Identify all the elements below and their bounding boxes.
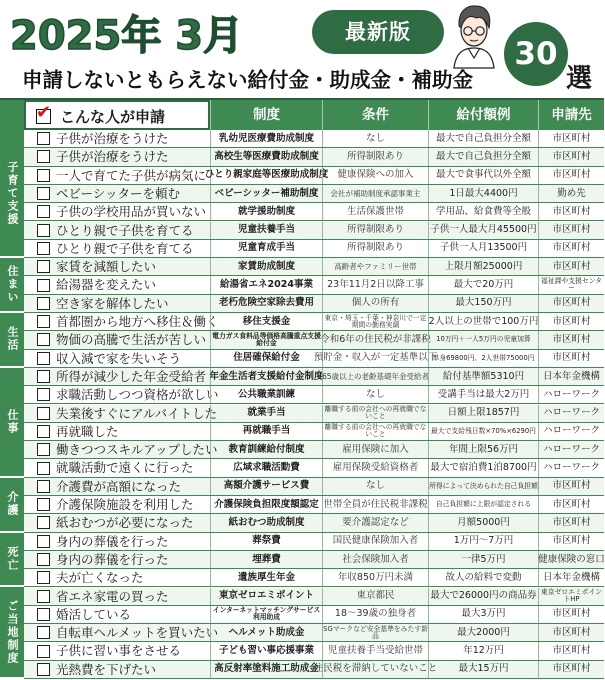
system-cell: 就学援助制度 (210, 203, 322, 220)
who-cell: 就職活動で遠くに行った (24, 459, 210, 476)
amount-cell: 最大で自己負担分全額 (428, 148, 538, 165)
category-column (0, 130, 24, 679)
amount-cell: 最大3万円 (428, 606, 538, 623)
condition-cell: 年収850万円未満 (322, 569, 428, 586)
condition-cell: 23年11月2日以降工事 (322, 276, 428, 293)
who-cell: 一人で育てた子供が病気に (24, 167, 210, 184)
table-row (24, 478, 604, 496)
amount-cell: 最大で20万円 (428, 276, 538, 293)
who-cell: 省エネ家電の買った (24, 588, 210, 605)
condition-cell: 雇用保険受給資格者 (322, 459, 428, 476)
system-cell: 子ども習い事応援事業 (210, 642, 322, 659)
table-row (24, 222, 604, 240)
system-cell: 就業手当 (210, 405, 322, 422)
apply-cell: 日本年金機構 (538, 569, 604, 586)
system-cell: 高校生等医療費助成制度 (210, 148, 322, 165)
who-cell: 首都圏から地方へ移住＆働く (24, 313, 210, 330)
who-cell: 身内の葬儀を行った (24, 533, 210, 550)
table-row (24, 258, 604, 276)
apply-cell: ハローワーク (538, 459, 604, 476)
system-cell: 埋葬費 (210, 551, 322, 568)
row-checkbox[interactable] (37, 443, 50, 456)
condition-cell: 生活保護世帯 (322, 203, 428, 220)
system-cell: 介護保険負担限度額認定 (210, 496, 322, 513)
latest-edition-badge: 最新版 (312, 10, 444, 54)
column-header-amount: 給付額例 (428, 100, 538, 130)
table-row (24, 276, 604, 294)
row-checkbox[interactable] (37, 242, 50, 255)
system-cell: インターネットマッチングサービス利用助成 (210, 606, 322, 623)
system-cell: 葬祭費 (210, 533, 322, 550)
who-cell: 働きつつスキルアップしたい (24, 441, 210, 458)
table-row (24, 130, 604, 148)
system-cell: 住居確保給付金 (210, 350, 322, 367)
row-checkbox[interactable] (37, 205, 50, 218)
system-cell: 移住支援金 (210, 313, 322, 330)
row-checkbox[interactable] (37, 333, 50, 346)
amount-cell: 10万円＋一人5万円の児童加算 (428, 331, 538, 348)
condition-cell: 18〜39歳の独身者 (322, 606, 428, 623)
system-cell: ひとり親家庭等医療助成制度 (210, 167, 322, 184)
system-cell: 乳幼児医療費助成制度 (210, 130, 322, 147)
table-row (24, 606, 604, 624)
system-cell: 再就職手当 (210, 423, 322, 440)
amount-cell: 最大で食事代以外全額 (428, 167, 538, 184)
apply-cell: 市区町村 (538, 313, 604, 330)
table-row (24, 514, 604, 532)
table-row (24, 331, 604, 349)
table-row (24, 423, 604, 441)
who-cell: 子供が治療をうけた (24, 130, 210, 147)
table-row (24, 148, 604, 166)
condition-cell: 健康保険への加入 (322, 167, 428, 184)
amount-cell: 最大2000円 (428, 624, 538, 641)
apply-cell: 日本年金機構 (538, 368, 604, 385)
column-header-apply: 申請先 (538, 100, 604, 130)
apply-cell: 市区町村 (538, 350, 604, 367)
apply-cell: ハローワーク (538, 441, 604, 458)
apply-cell: ハローワーク (538, 386, 604, 403)
condition-cell: 会社が補助制度承認事業主 (322, 185, 428, 202)
system-cell: 公共職業訓練 (210, 386, 322, 403)
apply-cell: 市区町村 (538, 606, 604, 623)
table-row (24, 551, 604, 569)
page-subtitle: 申請しないともらえない給付金・助成金・補助金 (22, 68, 473, 92)
apply-cell: 市区町村 (538, 331, 604, 348)
row-checkbox[interactable] (37, 462, 50, 475)
system-cell: 東京ゼロエミポイント (210, 588, 322, 605)
who-cell: ひとり親で子供を育てる (24, 222, 210, 239)
who-cell: 所得が減少した年金受給者 (24, 368, 210, 385)
system-cell: 年金生活者支援給付金制度 (210, 368, 322, 385)
table-row (24, 405, 604, 423)
amount-cell: 子供一人月13500円 (428, 240, 538, 257)
system-cell: 紙おむつ助成制度 (210, 514, 322, 531)
year-title: 2025年 3月 (10, 13, 244, 59)
column-header-system: 制度 (210, 100, 322, 130)
row-checkbox[interactable] (37, 279, 50, 292)
table-row (24, 368, 604, 386)
amount-cell: 受講手当は最大2万円 (428, 386, 538, 403)
system-cell: ヘルメット助成金 (210, 624, 322, 641)
illustrated-person-icon (446, 2, 502, 68)
subsidy-table (0, 98, 604, 680)
table-row (24, 350, 604, 368)
who-cell: 光熱費を下げたい (24, 661, 210, 678)
who-cell: 収入減で家を失いそう (24, 350, 210, 367)
who-cell: 子供に習い事をさせる (24, 642, 210, 659)
row-checkbox[interactable] (37, 626, 50, 639)
condition-cell: 個人の所有 (322, 295, 428, 312)
row-checkbox[interactable] (37, 370, 50, 383)
condition-cell: SGマークなど安全基準をみたす新品 (323, 624, 428, 640)
row-checkbox[interactable] (37, 150, 50, 163)
amount-cell: 1万円〜7万円 (428, 533, 538, 550)
checkbox-icon: ✔ (36, 102, 52, 123)
apply-cell: 市区町村 (538, 240, 604, 257)
who-cell: ベビーシッターを頼む (24, 185, 210, 202)
apply-cell: 市区町村 (538, 624, 604, 641)
system-cell: 広域求職活動費 (210, 459, 322, 476)
category-label: 生活 (0, 313, 24, 368)
who-cell: 給湯器を変えたい (24, 276, 210, 293)
system-cell: 高額介護サービス費 (210, 478, 322, 495)
apply-cell: 市区町村 (538, 478, 604, 495)
apply-cell: 市区町村 (538, 496, 604, 513)
system-cell: 給湯省エネ2024事業 (210, 276, 322, 293)
table-row (24, 533, 604, 551)
table-row (24, 459, 604, 477)
condition-cell: 令和6年の住民税が非課税 (322, 331, 428, 348)
amount-cell: 年間上限56万円 (428, 441, 538, 458)
row-checkbox[interactable] (37, 645, 50, 658)
row-checkbox[interactable] (37, 498, 50, 511)
table-row (24, 167, 604, 185)
who-cell: 子供の学校用品が買いない (24, 203, 210, 220)
row-checkbox[interactable] (37, 553, 50, 566)
amount-cell: 最大で26000円の商品券 (428, 588, 538, 605)
row-checkbox[interactable] (37, 535, 50, 548)
table-row (24, 295, 604, 313)
condition-cell: なし (322, 130, 428, 147)
who-cell: 身内の葬儀を行った (24, 551, 210, 568)
table-row (24, 588, 604, 606)
who-cell: 物価の高騰で生活が苦しい (24, 331, 210, 348)
page-header (0, 0, 604, 98)
condition-cell: 離職する前の会社への再就職でないこと (322, 423, 428, 440)
row-checkbox[interactable] (37, 132, 50, 145)
who-cell: 介護保険施設を利用した (24, 496, 210, 513)
amount-cell: 子供一人最大月45500円 (428, 222, 538, 239)
row-checkbox[interactable] (37, 663, 50, 676)
condition-cell: 東京都民 (322, 588, 428, 605)
condition-cell: 東京・埼玉・千葉・神奈川で一定期間の勤務実績 (322, 313, 428, 330)
amount-cell: 月額5000円 (428, 514, 538, 531)
who-cell: 婚活している (24, 606, 210, 623)
system-cell: 老朽危険空家除去費用 (210, 295, 322, 312)
apply-cell: 東京ゼロエミポイントHP (538, 588, 604, 605)
amount-cell: 最大で自己負担分全額 (428, 130, 538, 147)
row-checkbox[interactable] (37, 297, 50, 310)
who-cell: 自転車ヘルメットを買いたい (24, 624, 210, 641)
amount-cell: 学用品、給食費等全般 (428, 203, 538, 220)
apply-cell: 市区町村 (538, 222, 604, 239)
who-cell: 求職活動しつつ資格が欲しい (24, 386, 210, 403)
row-checkbox[interactable] (37, 516, 50, 529)
condition-cell: 児童扶養手当受給世帯 (322, 642, 428, 659)
system-cell: 遺族厚生年金 (210, 569, 322, 586)
row-checkbox[interactable] (37, 169, 50, 182)
row-checkbox[interactable] (37, 224, 50, 237)
condition-cell: 住民税を滞納していないこと (322, 661, 428, 678)
condition-cell: なし (322, 478, 428, 495)
row-checkbox[interactable] (37, 608, 50, 621)
apply-cell: 市区町村 (538, 533, 604, 550)
system-cell: 高反射率塗料施工助成金 (210, 661, 322, 678)
table-row (24, 185, 604, 203)
apply-cell: 市区町村 (538, 642, 604, 659)
amount-cell: 最大で宿泊費1泊8700円 (428, 459, 538, 476)
table-row (24, 441, 604, 459)
amount-cell: 故人の給料で変動 (428, 569, 538, 586)
amount-cell: 日額上限1857円 (428, 405, 538, 422)
row-checkbox[interactable] (37, 352, 50, 365)
condition-cell: なし (322, 386, 428, 403)
count-badge: 30 (504, 22, 568, 86)
category-label: 介護 (0, 478, 24, 533)
table-row (24, 203, 604, 221)
amount-cell: 年12万円 (428, 642, 538, 659)
condition-cell: 社会保険加入者 (322, 551, 428, 568)
amount-cell: 2人以上の世帯で100万円 (428, 313, 538, 330)
table-row (24, 624, 604, 642)
condition-cell: 所得制限あり (322, 222, 428, 239)
who-cell: 子供が治療をうけた (24, 148, 210, 165)
condition-cell: 国民健康保険加入者 (322, 533, 428, 550)
amount-cell: 最大15万円 (428, 661, 538, 678)
amount-cell: 一律5万円 (428, 551, 538, 568)
apply-cell: 市区町村 (538, 130, 604, 147)
apply-cell: ハローワーク (538, 423, 604, 440)
amount-cell: 給付基準額5310円 (428, 368, 538, 385)
row-checkbox[interactable] (37, 480, 50, 493)
table-row (24, 661, 604, 679)
table-row (24, 313, 604, 331)
row-checkbox[interactable] (37, 590, 50, 603)
table-row (24, 569, 604, 587)
row-checkbox[interactable] (37, 388, 50, 401)
condition-cell: 高齢者やファミリー世帯 (322, 258, 428, 275)
apply-cell: 市区町村 (538, 258, 604, 275)
condition-cell: 65歳以上の老齢基礎年金受給者 (322, 368, 428, 385)
category-label: 子育て支援 (0, 130, 24, 258)
condition-cell: 世帯全員が住民税非課税 (322, 496, 428, 513)
who-cell: 夫が亡くなった (24, 569, 210, 586)
row-checkbox[interactable] (37, 260, 50, 273)
amount-cell: 最大で支給残日数×70%×6290円 (428, 423, 538, 440)
table-row (24, 386, 604, 404)
system-cell: 家賃助成制度 (210, 258, 322, 275)
row-checkbox[interactable] (37, 571, 50, 584)
condition-cell: 雇用保険に加入 (322, 441, 428, 458)
who-cell: 家賃を減額したい (24, 258, 210, 275)
amount-cell: 単身69800円、2人世帯75000円 (428, 350, 538, 367)
table-row (24, 642, 604, 660)
row-checkbox[interactable] (37, 407, 50, 420)
system-cell: 電力ガス食料品等価格高騰重点支援給付金 (210, 331, 322, 348)
condition-cell: 離職する前の会社への再就職でないこと (322, 405, 428, 422)
category-label: 仕事 (0, 368, 24, 478)
who-cell: 紙おむつが必要になった (24, 514, 210, 531)
amount-cell: 上限月額25000円 (428, 258, 538, 275)
apply-cell: 勤め先 (538, 185, 604, 202)
amount-cell: 最大150万円 (428, 295, 538, 312)
category-label: 住まい (0, 258, 24, 313)
system-cell: 教育訓練給付制度 (210, 441, 322, 458)
apply-cell: 健康保険の窓口 (538, 551, 604, 568)
who-cell: 再就職した (24, 423, 210, 440)
condition-cell: 預貯金・収入が一定基準以下 (322, 350, 428, 367)
apply-cell: 市区町村 (538, 661, 604, 678)
table-header (0, 98, 604, 130)
apply-cell: ハローワーク (538, 405, 604, 422)
apply-cell: 福祉課や支援センター (538, 276, 604, 293)
row-checkbox[interactable] (37, 425, 50, 438)
system-cell: ベビーシッター補助制度 (210, 185, 322, 202)
amount-cell: 所得によって決められた自己負担額 (428, 478, 538, 495)
row-checkbox[interactable] (37, 315, 50, 328)
count-suffix: 選 (566, 64, 593, 94)
table-row (24, 496, 604, 514)
row-checkbox[interactable] (37, 187, 50, 200)
category-label: ご当地制度 (0, 588, 24, 680)
system-cell: 児童扶養手当 (210, 222, 322, 239)
apply-cell: 市区町村 (538, 203, 604, 220)
table-row (24, 240, 604, 258)
category-label: 死亡 (0, 533, 24, 588)
amount-cell: 自己負担額に上限が認定される (428, 496, 538, 513)
who-cell: 介護費が高額になった (24, 478, 210, 495)
system-cell: 児童育成手当 (210, 240, 322, 257)
apply-cell: 市区町村 (538, 295, 604, 312)
who-cell: 失業後すぐにアルバイトした (24, 405, 210, 422)
apply-cell: 市区町村 (538, 514, 604, 531)
who-cell: ひとり親で子供を育てる (24, 240, 210, 257)
condition-cell: 要介護認定など (322, 514, 428, 531)
condition-cell: 所得制限あり (322, 240, 428, 257)
column-header-who: ✔ こんな人が申請 (24, 100, 210, 130)
who-cell: 空き家を解体したい (24, 295, 210, 312)
column-header-condition: 条件 (322, 100, 428, 130)
apply-cell: 市区町村 (538, 167, 604, 184)
condition-cell: 所得制限あり (322, 148, 428, 165)
amount-cell: 1日最大4400円 (428, 185, 538, 202)
apply-cell: 市区町村 (538, 148, 604, 165)
